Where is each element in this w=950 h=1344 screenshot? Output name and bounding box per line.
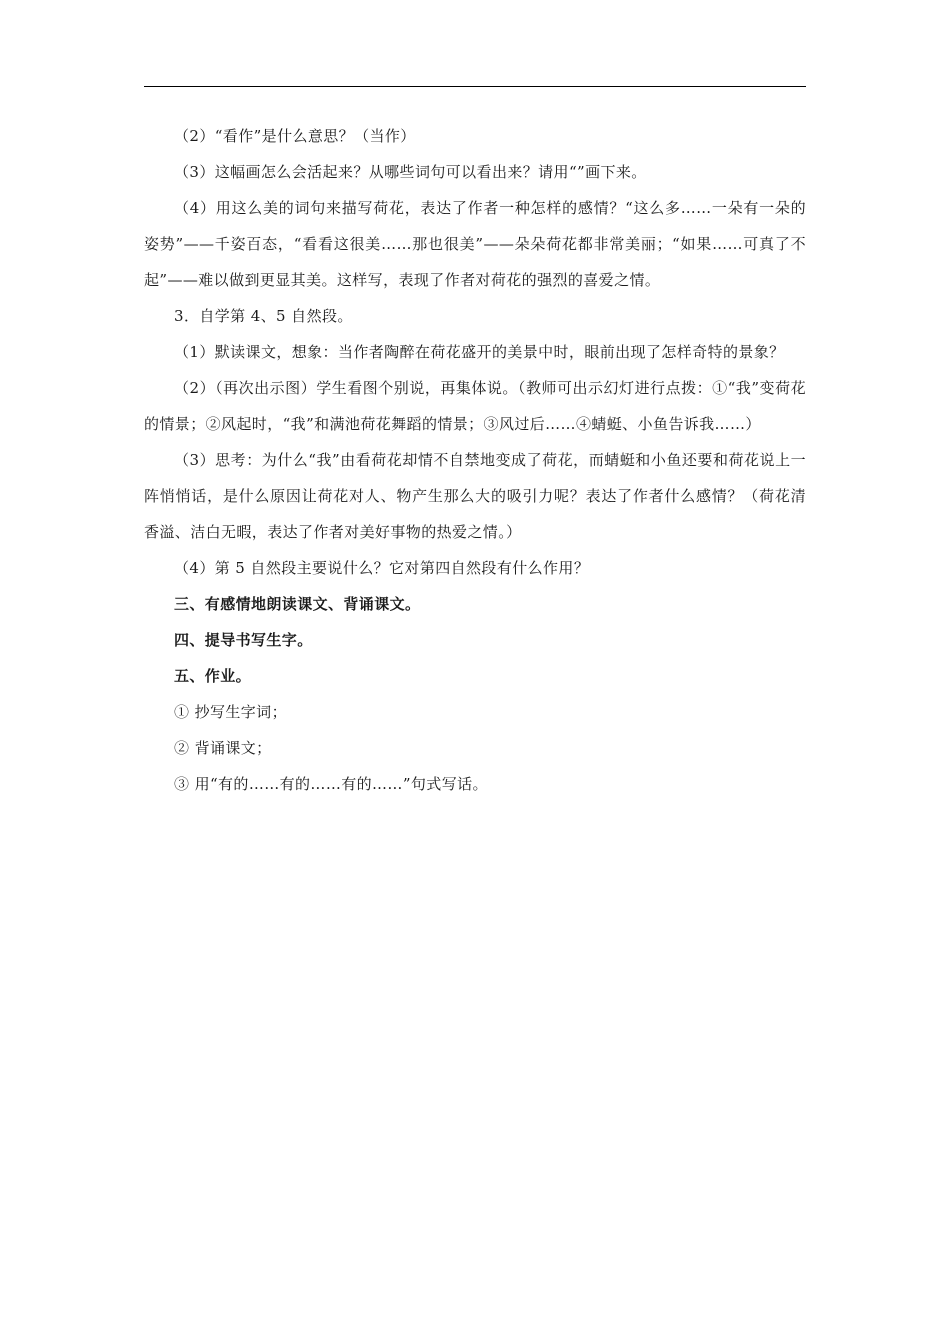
- homework-item-3: ③ 用“有的……有的……有的……”句式写话。: [174, 775, 488, 793]
- paragraph-sub-3: （3）思考：为什么“我”由看荷花却情不自禁地变成了荷花，而蜻蜓和小鱼还要和荷花说上一阵悄悄话，是什么原因让荷花对人、物产生那么大的吸引力呢？表达了作者什么感情？（荷花清香溢、洁白无暇，表达了作者对美好事物的热爱之情。）: [144, 451, 806, 541]
- heading-reading: 三、有感情地朗读课文、背诵课文。: [174, 595, 421, 613]
- paragraph-question-2: （2）“看作”是什么意思？（当作）: [174, 127, 416, 145]
- paragraph-question-3: （3）这幅画怎么会活起来？从哪些词句可以看出来？请用“”画下来。: [174, 163, 647, 181]
- paragraph-sub-4: （4）第 5 自然段主要说什么？它对第四自然段有什么作用？: [174, 559, 590, 577]
- header-rule: [144, 86, 806, 87]
- document-body: [144, 118, 806, 802]
- paragraph-question-4: （4）用这么美的词句来描写荷花，表达了作者一种怎样的感情？“这么多……一朵有一朵的姿势”——千姿百态，“看看这很美……那也很美”——朵朵荷花都非常美丽；“如果……可真了不起”——难以做到更显其美。这样写，表现了作者对荷花的强烈的喜爱之情。: [144, 199, 806, 289]
- heading-homework: 五、作业。: [174, 667, 252, 685]
- paragraph-sub-1: （1）默读课文，想象：当作者陶醉在荷花盛开的美景中时，眼前出现了怎样奇特的景象？: [174, 343, 785, 361]
- paragraph-sub-2: （2）（再次出示图）学生看图个别说，再集体说。（教师可出示幻灯进行点拨：①“我”变荷花的情景；②风起时，“我”和满池荷花舞蹈的情景；③风过后……④蜻蜓、小鱼告诉我……）: [144, 379, 806, 433]
- homework-item-1: ① 抄写生字词；: [174, 703, 287, 721]
- heading-writing: 四、提导书写生字。: [174, 631, 313, 649]
- paragraph-section-3: 3．自学第 4、5 自然段。: [174, 307, 353, 325]
- homework-item-2: ② 背诵课文；: [174, 739, 272, 757]
